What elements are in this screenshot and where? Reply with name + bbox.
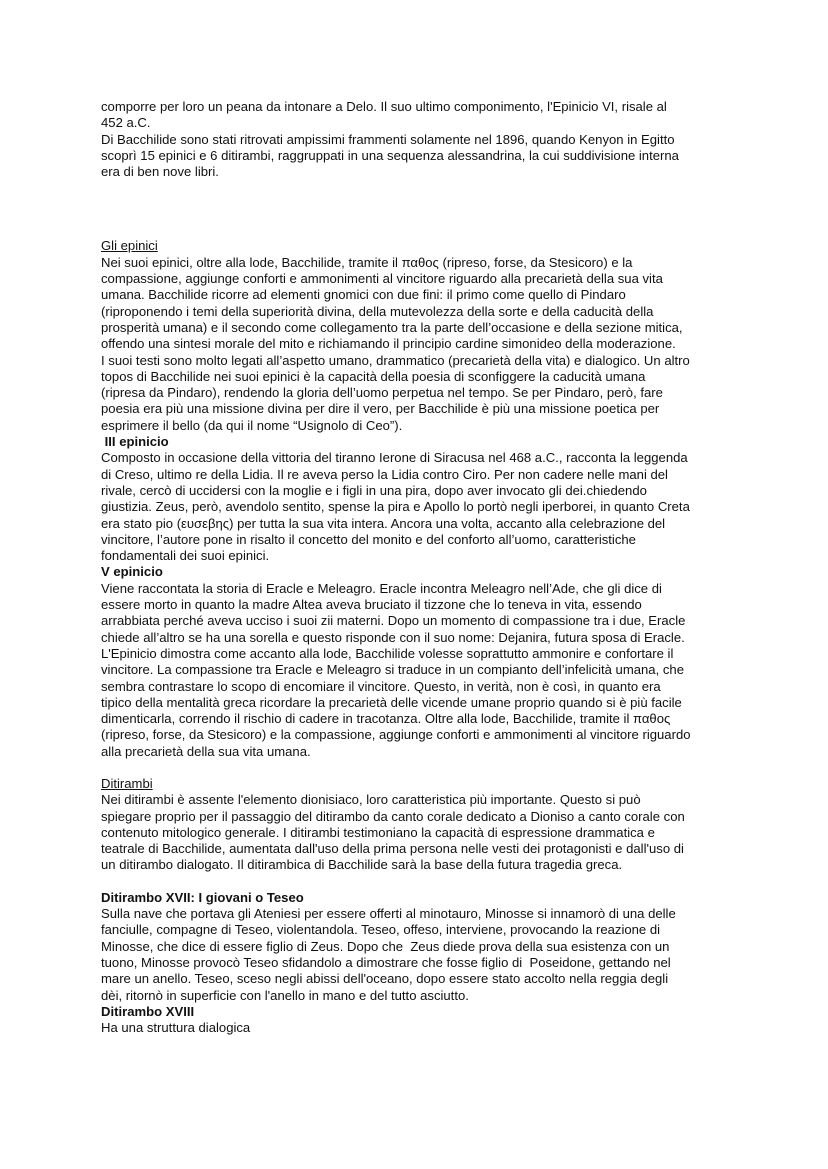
text-line: teatrale di Bacchilide, aumentata dall'uso della prima persona nelle vesti dei protagonisti e dall'uso di [101, 841, 684, 857]
section-heading-epinici: Gli epinici [101, 238, 158, 254]
text-line: umana. Bacchilide ricorre ad elementi gnomici con due fini: il primo come quello di Pindaro [101, 287, 626, 303]
text-line: mare un anello. Teseo, sceso negli abissi dell'oceano, dopo essere stato accolto nella reggia degli [101, 971, 669, 987]
intro-paragraph [101, 99, 731, 180]
text-line: scoprì 15 epinici e 6 ditirambi, raggruppati in una sequenza alessandrina, la cui suddivisione interna [101, 147, 679, 163]
text-line: sembra contrastare lo scopo di encomiare il vincitore. Questo, in verità, non è così, in quanto era [101, 678, 661, 694]
text-line: dimenticarla, correndo il rischio di cadere in tracotanza. Oltre alla lode, Bacchilide, tramite il παθος [101, 711, 671, 727]
text-line: prosperità umana) e il secondo come collegamento tra la parte dell’occasione e della sezione mitica, [101, 319, 683, 335]
ditirambo-17-paragraph [101, 906, 731, 1004]
section-heading-ditirambo-17: Ditirambo XVII: I giovani o Teseo [101, 889, 304, 905]
section-heading-epinicio-5: V epinicio [101, 564, 163, 580]
text-line: giustizia. Zeus, però, avendolo sentito, spense la pira e Apollo lo portò negli iperborei, in quanto Creta [101, 499, 690, 515]
section-heading-epinicio-3: III epinicio [101, 434, 169, 450]
section-heading-ditirambo-18: Ditirambo XVIII [101, 1003, 195, 1019]
document-body [101, 99, 731, 1036]
text-line: spiegare proprio per il passaggio del ditirambo da canto corale dedicato a Dioniso a canto corale con [101, 808, 685, 824]
text-line: contenuto mitologico generale. I ditirambi testimoniano la capacità di espressione drammatica e [101, 824, 655, 840]
text-line: dèi, ritornò in superficie con l'anello in mano e del tutto asciutto. [101, 987, 469, 1003]
text-line: 452 a.C. [101, 115, 151, 131]
text-line: Di Bacchilide sono stati ritrovati ampissimi frammenti solamente nel 1896, quando Kenyon in Egitto [101, 131, 675, 147]
text-line: I suoi testi sono molto legati all’aspetto umano, drammatico (precarietà della vita) e dialogico. Un altro [101, 352, 690, 368]
text-line: rivale, cercò di uccidersi con la moglie e i figli in una pira, dopo aver invocato gli dei.chiedendo [101, 482, 647, 498]
spacer [101, 874, 731, 890]
text-line: Nei suoi epinici, oltre alla lode, Bacchilide, tramite il παθος (ripreso, forse, da Stesicoro) e la [101, 254, 633, 270]
text-line: (ripreso, forse, da Stesicoro) e la compassione, aggiunge conforti e ammonimenti al vincitore riguardo [101, 727, 691, 743]
text-line: Viene raccontata la storia di Eracle e Meleagro. Eracle incontra Meleagro nell’Ade, che gli dice di [101, 580, 662, 596]
text-line: di Creso, ultimo re della Lidia. Il re aveva perso la Lidia contro Ciro. Per non cadere nelle mani del [101, 466, 668, 482]
spacer [101, 760, 731, 776]
text-line: fondamentali dei suoi epinici. [101, 548, 270, 564]
epinicio-5-paragraph [101, 581, 731, 760]
text-line: chiede all’altro se ha una sorella e questo risponde con il suo nome: Dejanira, futura sposa di Eracle. [101, 629, 685, 645]
text-line: arrabbiata perché aveva ucciso i suoi zii materni. Dopo un momento di compassione tra i due, Eracle [101, 613, 686, 629]
text-line: poesia era più una missione divina per dire il vero, per Bacchilide è più una missione poetica per [101, 401, 660, 417]
text-line: alla precarietà della sua vita umana. [101, 743, 311, 759]
text-line: topos di Bacchilide nei suoi epinici è la capacità della poesia di sconfiggere la caducità umana [101, 368, 646, 384]
text-line: (ripresa da Pindaro), rendendo la gloria dell’uomo perpetua nel tempo. Se per Pindaro, però, fare [101, 385, 663, 401]
ditirambo-18-paragraph [101, 1020, 731, 1036]
text-line: Minosse, che dice di essere figlio di Zeus. Dopo che Zeus diede prova della sua esistenza con un [101, 938, 670, 954]
epinici-paragraph [101, 255, 731, 434]
text-line: Sulla nave che portava gli Ateniesi per essere offerti al minotauro, Minosse si innamorò di una delle [101, 906, 676, 922]
epinicio-3-paragraph [101, 450, 731, 564]
text-line: Composto in occasione della vittoria del tiranno Ierone di Siracusa nel 468 a.C., racconta la leggenda [101, 450, 688, 466]
spacer [101, 180, 731, 238]
text-line: un ditirambo dialogato. Il ditirambica di Bacchilide sarà la base della futura tragedia greca. [101, 857, 623, 873]
section-heading-ditirambi: Ditirambi [101, 775, 153, 791]
text-line: esprimere il bello (da qui il nome “Usignolo di Ceo”). [101, 417, 403, 433]
text-line: offendo una sintesi morale del mito e richiamando il principio cardine simonideo della moderazione. [101, 336, 676, 352]
text-line: vincitore, l’autore pone in risalto il concetto del monito e del conforto all’uomo, caratteristiche [101, 531, 636, 547]
text-line: era di ben nove libri. [101, 164, 219, 180]
text-line: (riproponendo i temi della superiorità divina, della mutevolezza della sorte e della caducità della [101, 303, 654, 319]
text-line: era stato pio (ευσεβης) per tutta la sua vita intera. Ancora una volta, accanto alla celebrazione del [101, 515, 666, 531]
text-line: vincitore. La compassione tra Eracle e Meleagro si traduce in un compianto dell’infelicità umana, che [101, 662, 684, 678]
text-line: tuono, Minosse provocò Teseo sfidandolo a dimostrare che fosse figlio di Poseidone, gettando nel [101, 954, 671, 970]
text-line: comporre per loro un peana da intonare a Delo. Il suo ultimo componimento, l'Epinicio VI, risale al [101, 99, 667, 114]
text-line: compassione, aggiunge conforti e ammonimenti al vincitore riguardo alla precarietà della sua vita [101, 271, 663, 287]
text-line: essere morto in quanto la madre Altea aveva bruciato il tizzone che lo teneva in vita, essendo [101, 597, 642, 613]
text-line: Ha una struttura dialogica [101, 1020, 251, 1036]
text-line: Nei ditirambi è assente l'elemento dionisiaco, loro caratteristica più importante. Questo si può [101, 792, 641, 808]
ditirambi-paragraph [101, 792, 731, 873]
text-line: fanciulle, compagne di Teseo, violentandola. Teseo, offeso, interviene, provocando la reazione di [101, 922, 661, 938]
text-line: L'Epinicio dimostra come accanto alla lode, Bacchilide volesse soprattutto ammonire e confortare il [101, 645, 674, 661]
text-line: tipico della mentalità greca ricordare la precarietà delle vicende umane proprio quando si è più facile [101, 694, 682, 710]
